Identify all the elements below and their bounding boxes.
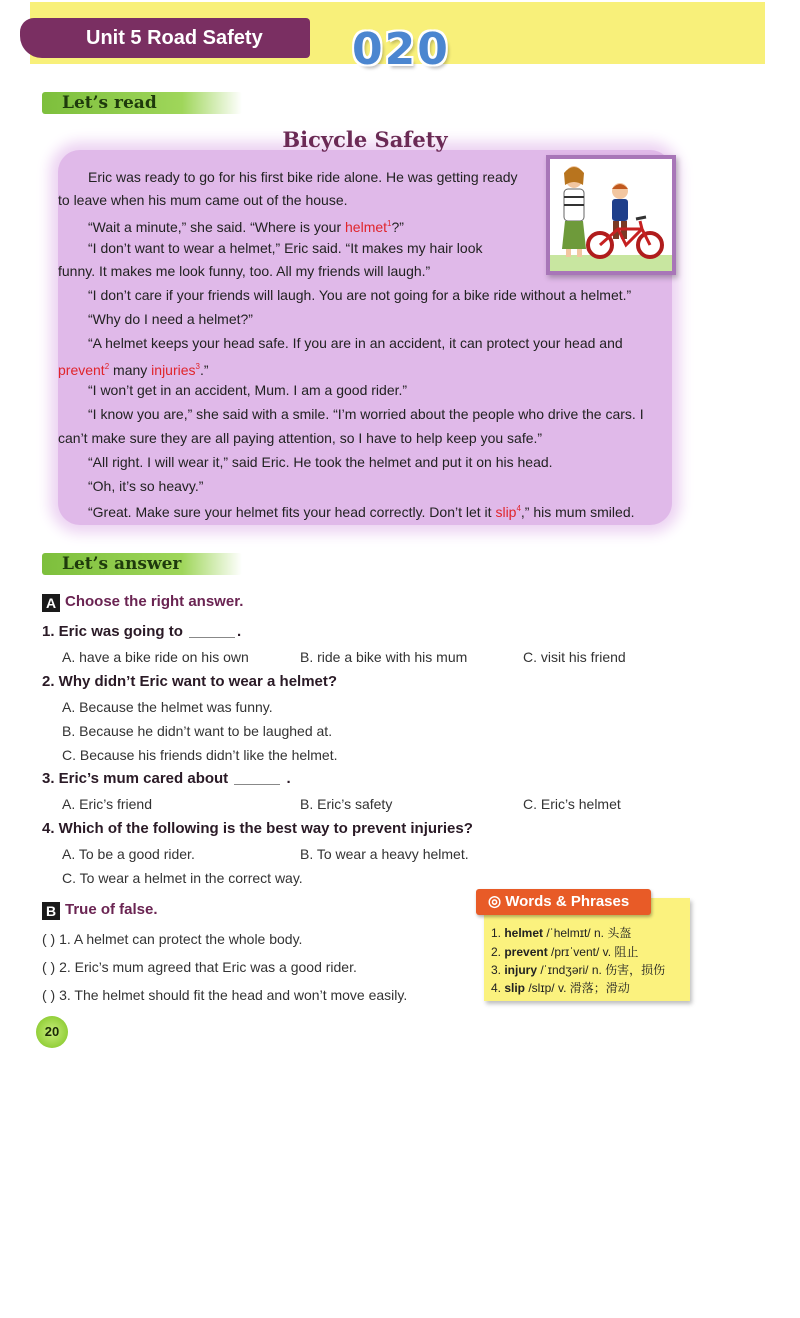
vocab-definition: /slɪp/ v. 滑落；滑动 (525, 981, 630, 995)
true-false-statement-2[interactable]: ( ) 2. Eric’s mum agreed that Eric was a good rider. (42, 959, 357, 975)
story-text: ,” his mum smiled. (520, 504, 635, 520)
vocab-prevent: prevent (58, 362, 105, 378)
question-4-option-b[interactable]: B. To wear a heavy helmet. (300, 846, 469, 862)
story-paragraph-6b (58, 357, 209, 380)
vocab-definition: /prɪˈvent/ v. 阻止 (547, 945, 639, 959)
question-4-option-c[interactable]: C. To wear a helmet in the correct way. (62, 870, 303, 886)
story-illustration (546, 155, 676, 275)
task-b-label: B (42, 902, 60, 920)
words-phrases-title: ◎ Words & Phrases (476, 889, 651, 915)
question-3-option-a[interactable]: A. Eric’s friend (62, 796, 152, 812)
task-a-title (42, 593, 243, 612)
true-false-statement-1[interactable]: ( ) 1. A helmet can protect the whole body. (42, 931, 303, 947)
task-a-label: A (42, 594, 60, 612)
vocab-word: prevent (504, 945, 548, 959)
story-paragraph-7: “I won’t get in an accident, Mum. I am a good rider.” (88, 382, 408, 398)
story-paragraph-11 (58, 499, 635, 522)
question-3-option-b[interactable]: B. Eric’s safety (300, 796, 393, 812)
vocab-definition: /ˈɪndʒəri/ n. 伤害，损伤 (537, 963, 666, 977)
question-4-option-a[interactable]: A. To be a good rider. (62, 846, 195, 862)
story-paragraph-10: “Oh, it’s so heavy.” (88, 478, 204, 494)
answer-blank[interactable] (189, 623, 235, 638)
question-2-option-a[interactable]: A. Because the helmet was funny. (62, 699, 273, 715)
question-2: 2. Why didn’t Eric want to wear a helmet? (42, 673, 338, 690)
story-paragraph-2 (58, 214, 404, 237)
vocab-helmet: helmet (345, 219, 388, 235)
true-false-statement-3[interactable]: ( ) 3. The helmet should fit the head and won’t move easily. (42, 987, 408, 1003)
footnote-marker: 1 (387, 219, 392, 228)
task-b-title (42, 901, 158, 920)
question-2-option-c[interactable]: C. Because his friends didn’t like the helmet. (62, 747, 338, 763)
question-1-option-b[interactable]: B. ride a bike with his mum (300, 649, 468, 665)
story-paragraph-3a: “I don’t want to wear a helmet,” Eric said. “It makes my hair look (88, 240, 483, 256)
vocab-number: 3. (491, 963, 505, 977)
story-paragraph-5: “Why do I need a helmet?” (88, 311, 253, 327)
footnote-marker: 2 (104, 362, 110, 371)
vocab-entry-slip (491, 979, 630, 996)
question-1-option-a[interactable]: A. have a bike ride on his own (62, 649, 249, 665)
vocab-word: slip (504, 981, 526, 995)
question-3-punct: . (286, 770, 291, 787)
story-paragraph-9: “All right. I will wear it,” said Eric. He took the helmet and put it on his head. (88, 454, 553, 470)
story-paragraph-4: “I don’t care if your friends will laugh. You are not going for a bike ride without a helmet.” (88, 287, 632, 303)
question-4: 4. Which of the following is the best way to prevent injuries? (42, 820, 473, 837)
question-3 (42, 770, 291, 787)
story-paragraph-8b: can’t make sure they are all paying attention, so I have to help keep you safe.” (58, 430, 543, 446)
question-3-text: 3. Eric’s mum cared about (42, 770, 229, 787)
task-a-instruction: Choose the right answer. (65, 593, 244, 610)
story-paragraph-1a: Eric was ready to go for his first bike ride alone. He was getting ready (88, 169, 518, 185)
vocab-word: helmet (504, 926, 544, 940)
story-text: “Wait a minute,” she said. “Where is your (88, 219, 346, 235)
unit-title: Unit 5 Road Safety (20, 18, 310, 58)
story-text: .” (199, 362, 209, 378)
lets-answer-banner: Let’s answer (42, 553, 242, 575)
footnote-marker: 4 (516, 504, 521, 513)
vocab-slip: slip (495, 504, 517, 520)
task-b-instruction: True of false. (65, 901, 158, 918)
vocab-definition: /ˈhelmɪt/ n. 头盔 (543, 926, 632, 940)
question-1-punct: . (237, 623, 242, 640)
question-3-option-c[interactable]: C. Eric’s helmet (523, 796, 621, 812)
story-paragraph-6a: “A helmet keeps your head safe. If you are in an accident, it can protect your head and (88, 335, 623, 351)
story-text: “Great. Make sure your helmet fits your head correctly. Don’t let it (88, 504, 496, 520)
vocab-number: 4. (491, 981, 505, 995)
story-title: Bicycle Safety (282, 127, 448, 152)
lets-read-banner: Let’s read (42, 92, 242, 114)
vocab-number: 2. (491, 945, 505, 959)
vocab-number: 1. (491, 926, 505, 940)
vocab-entry-injury (491, 961, 665, 978)
story-paragraph-8a: “I know you are,” she said with a smile. “I’m worried about the people who drive the cars. I (88, 406, 644, 422)
story-text: many (109, 362, 152, 378)
vocab-injuries: injuries (151, 362, 196, 378)
question-1-text: 1. Eric was going to (42, 623, 183, 640)
question-2-option-b[interactable]: B. Because he didn’t want to be laughed at. (62, 723, 333, 739)
vocab-entry-helmet (491, 924, 631, 941)
mum-and-boy-with-bike-picture (550, 159, 672, 271)
day-number: 020 (352, 24, 450, 75)
story-paragraph-3b: funny. It makes me look funny, too. All my friends will laugh.” (58, 263, 431, 279)
vocab-word: injury (504, 963, 538, 977)
page-number: 20 (36, 1016, 68, 1048)
footnote-marker: 3 (195, 362, 200, 371)
answer-blank[interactable] (234, 770, 280, 785)
story-text: ?” (391, 219, 404, 235)
vocab-entry-prevent (491, 943, 638, 960)
question-1 (42, 623, 241, 640)
story-paragraph-1b: to leave when his mum came out of the house. (58, 192, 348, 208)
question-1-option-c[interactable]: C. visit his friend (523, 649, 626, 665)
